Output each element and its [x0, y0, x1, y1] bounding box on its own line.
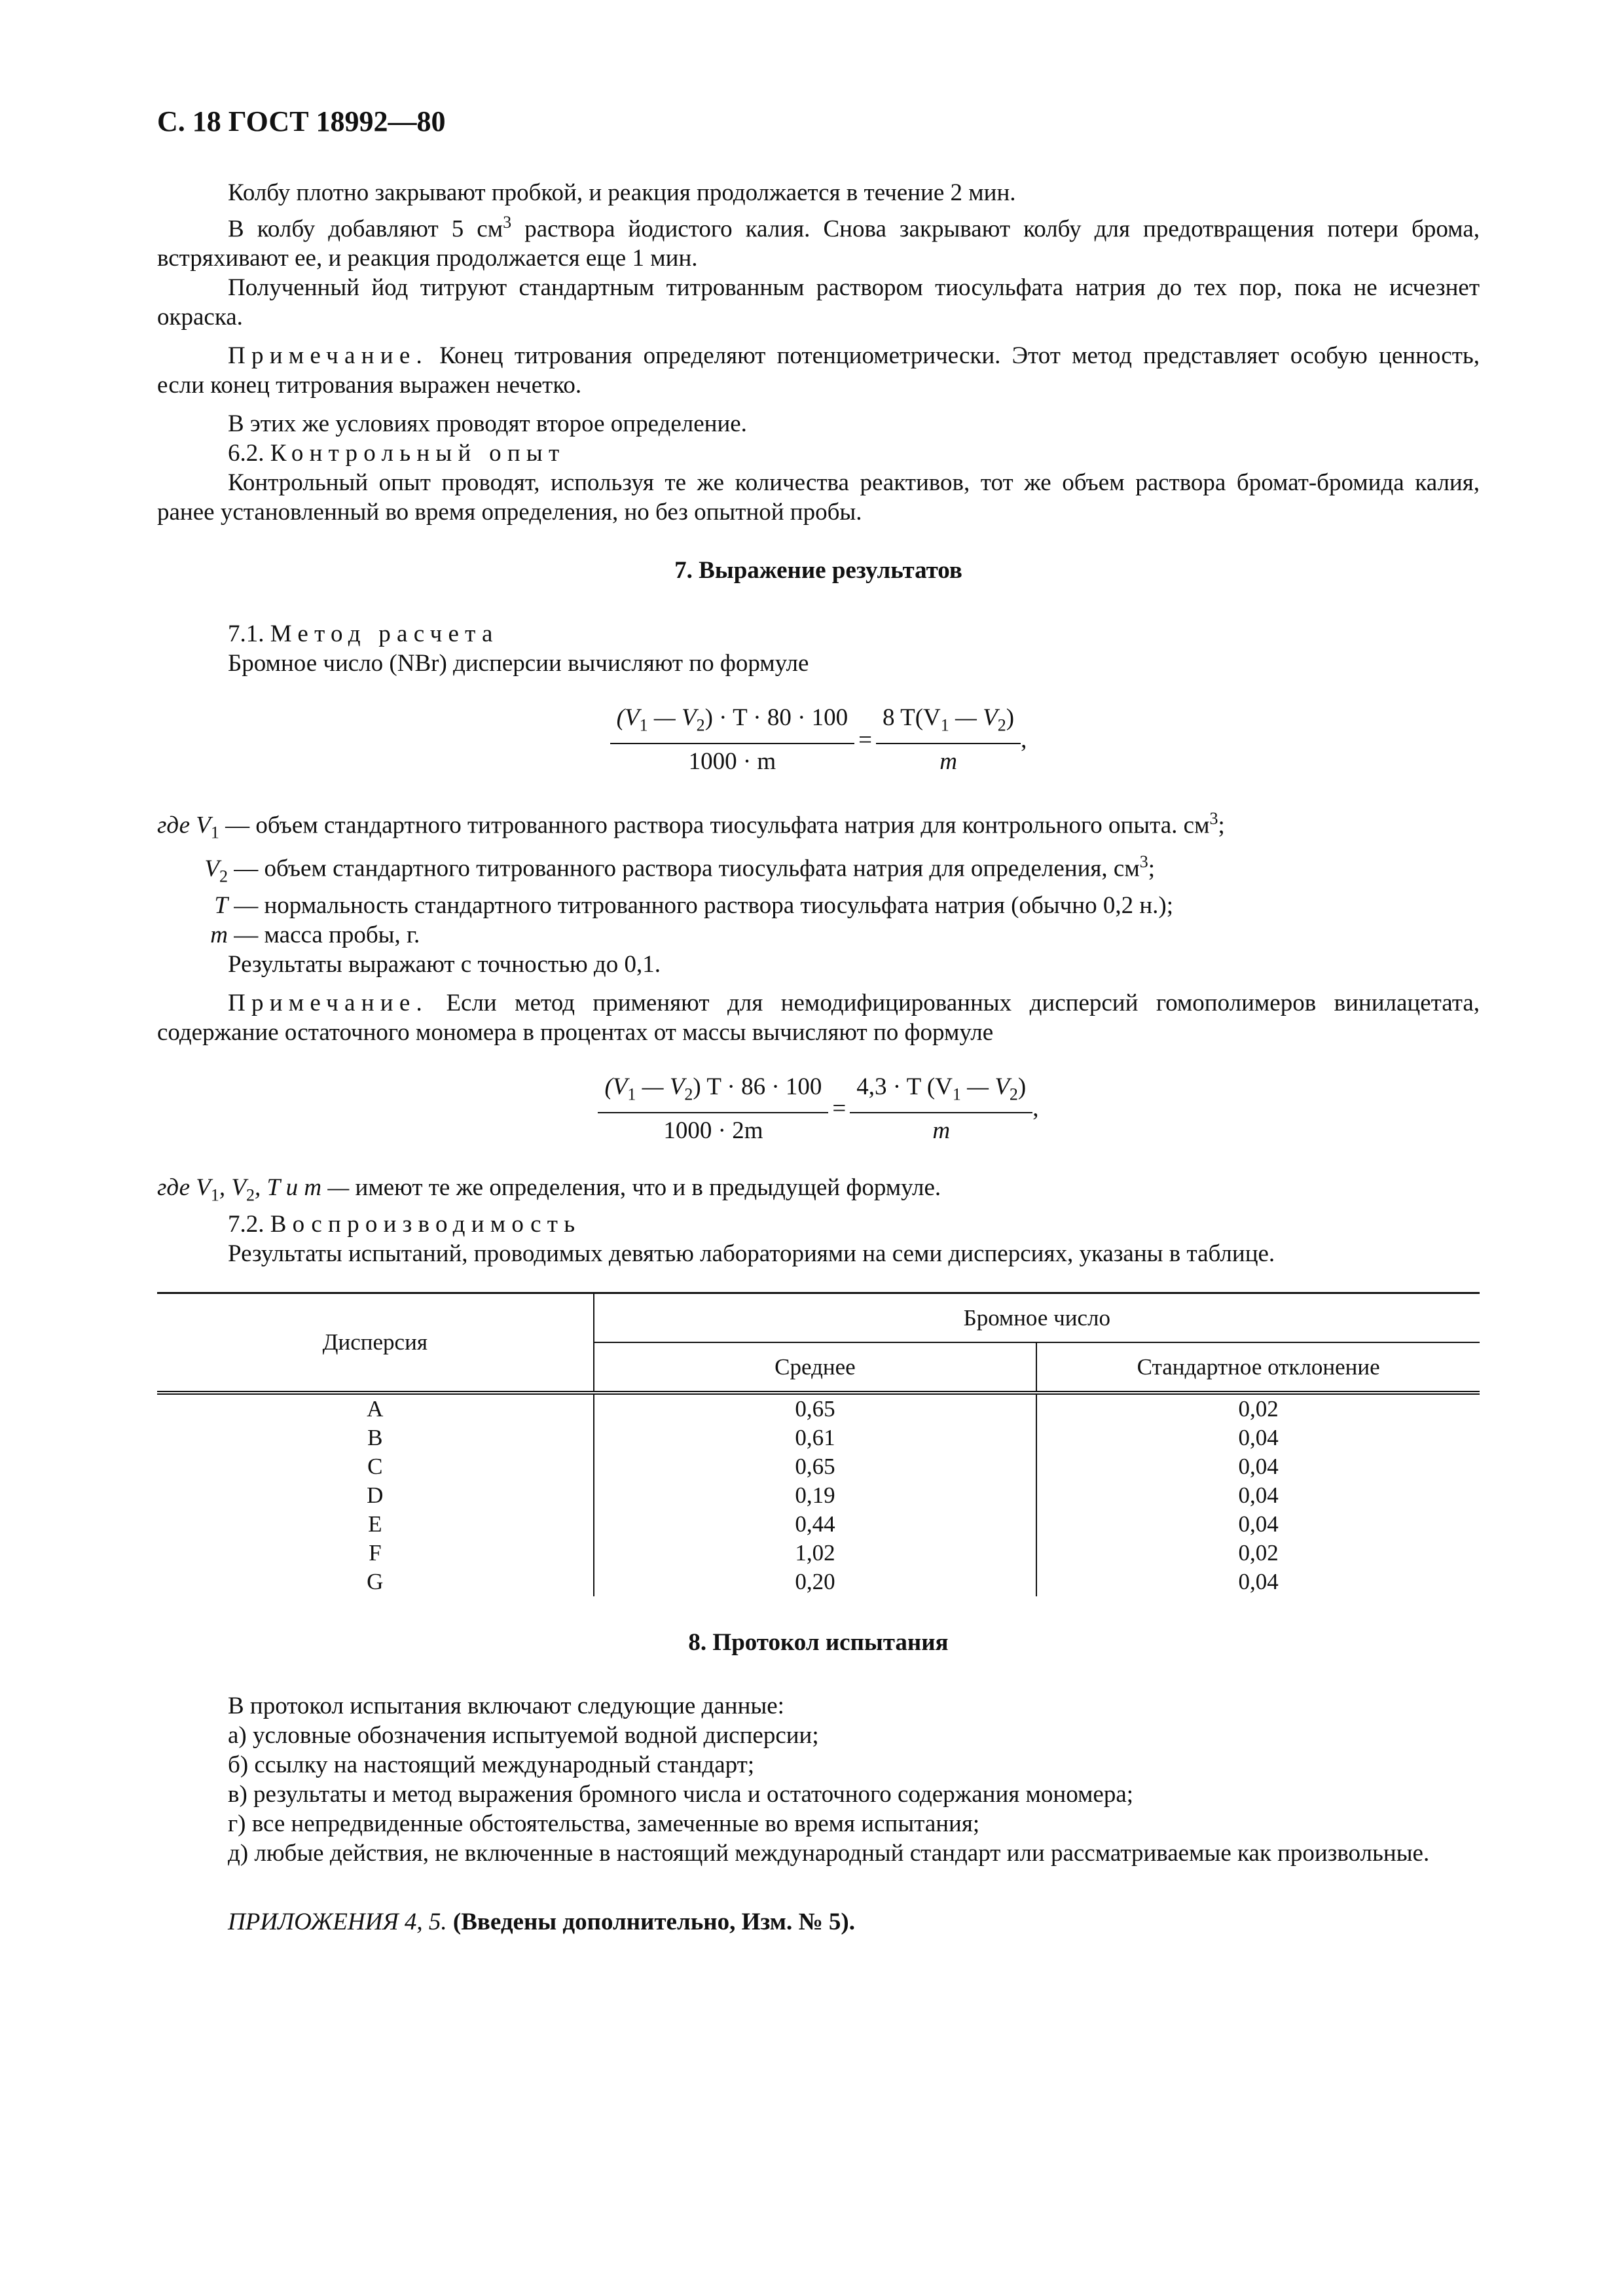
paragraph: Результаты испытаний, проводимых девятью лабораториями на семи дисперсиях, указаны в таблице.	[228, 1240, 1275, 1267]
document-page	[157, 105, 1480, 1937]
paragraph: Полученный йод титруют стандартным титрованным раствором тиосульфата натрия до тех пор, пока не исчезнет окраска.	[157, 274, 1480, 331]
table-row: F 1,02 0,02	[157, 1539, 1480, 1568]
table-row: B 0,61 0,04	[157, 1424, 1480, 1452]
list-item: г) все непредвиденные обстоятельства, замеченные во время испытания;	[228, 1810, 980, 1837]
section-8-title: 8. Протокол испытания	[688, 1628, 949, 1656]
subsection-heading: 7.1. Метод расчета	[228, 620, 499, 648]
paragraph: Бромное число (NBr) дисперсии вычисляют по формуле	[228, 650, 809, 677]
paragraph: В колбу добавляют 5 $см^3$ раствора йодистого калия. Снова закрывают колбу для предотвращения потери брома, встряхивают ее, и реакция продолжается еще 1 мин.	[157, 213, 1480, 272]
paragraph: В этих же условиях проводят второе определение.	[228, 410, 747, 438]
table-row: G 0,20 0,04	[157, 1568, 1480, 1596]
list-intro: В протокол испытания включают следующие данные:	[228, 1692, 784, 1719]
column-header-mean: Среднее	[594, 1342, 1037, 1393]
note-label: Примечание.	[228, 342, 428, 370]
note: Примечание. Конец титрования определяют потенциометрически. Этот метод представляет особую ценность, если конец титрования выражен нечетко.	[157, 342, 1480, 399]
paragraph: Результаты выражают с точностью до 0,1.	[228, 951, 661, 978]
formula-legend: где $V_1$ — объем стандартного титрованного раствора тиосульфата натрия для контрольного опыта. $см^3$; $V_2$ — объем стандартного титрованного раствора тиосульфата натрия для определения, $см^3$; T — нормальность стандартного титрованного раствора тиосульфата натрия (обычно 0,2 н.); m — масса пробы, г.	[157, 808, 1225, 949]
table-row: C 0,65 0,04	[157, 1452, 1480, 1481]
formula-legend-2: где $V_1$, $V_2$, T и m — имеют те же определения, что и в предыдущей формуле.	[157, 1174, 941, 1204]
protocol-list	[157, 1691, 1480, 1868]
appendix-note: ПРИЛОЖЕНИЯ 4, 5. (Введены дополнительно, Изм. № 5).	[228, 1908, 855, 1935]
paragraph: Контрольный опыт проводят, используя те же количества реактивов, тот же объем раствора бромат-бромида калия, ранее установленный во время определения, но без опытной пробы.	[157, 469, 1480, 526]
table-row: D 0,19 0,04	[157, 1481, 1480, 1510]
list-item: д) любые действия, не включенные в настоящий международный стандарт или рассматриваемые как произвольные.	[228, 1839, 1430, 1867]
table-row: A 0,65 0,02	[157, 1393, 1480, 1424]
column-header-dispersion: Дисперсия	[157, 1293, 594, 1393]
column-header-std: Стандартное отклонение	[1036, 1342, 1480, 1393]
formula-bromine-number: $\frac{(V_1 — V_2) \cdot T \cdot 80 \cdot 100}{1000 \cdot m}$ = $\frac{8 T(V_1 — V_2)}{m}$ ,	[157, 703, 1480, 776]
subsection-heading: 6.2. Контрольный опыт	[228, 440, 566, 467]
list-item: б) ссылку на настоящий международный стандарт;	[228, 1751, 755, 1778]
page-header: С. 18 ГОСТ 18992—80	[157, 105, 446, 137]
list-item: а) условные обозначения испытуемой водной дисперсии;	[228, 1721, 819, 1749]
column-header-bromine: Бромное число	[594, 1293, 1480, 1342]
note: Примечание. Если метод применяют для немодифицированных дисперсий гомополимеров винилацетата, содержание остаточного мономера в процентах от массы вычисляют по формуле	[157, 990, 1480, 1047]
section-7-title: 7. Выражение результатов	[674, 557, 962, 584]
subsection-heading: 7.2. Воспроизводимость	[228, 1210, 581, 1238]
note-label: Примечание.	[228, 990, 428, 1017]
formula-residual-monomer: $\frac{(V_1 — V_2) T \cdot 86 \cdot 100}{1000 \cdot 2m}$ = $\frac{4,3 \cdot T (V_1 — V_2)}{m}$ ,	[157, 1072, 1480, 1145]
table-row: E 0,44 0,04	[157, 1510, 1480, 1539]
paragraph: Колбу плотно закрывают пробкой, и реакция продолжается в течение 2 мин.	[228, 179, 1016, 206]
results-table	[157, 1292, 1480, 1596]
list-item: в) результаты и метод выражения бромного числа и остаточного содержания мономера;	[228, 1780, 1134, 1808]
